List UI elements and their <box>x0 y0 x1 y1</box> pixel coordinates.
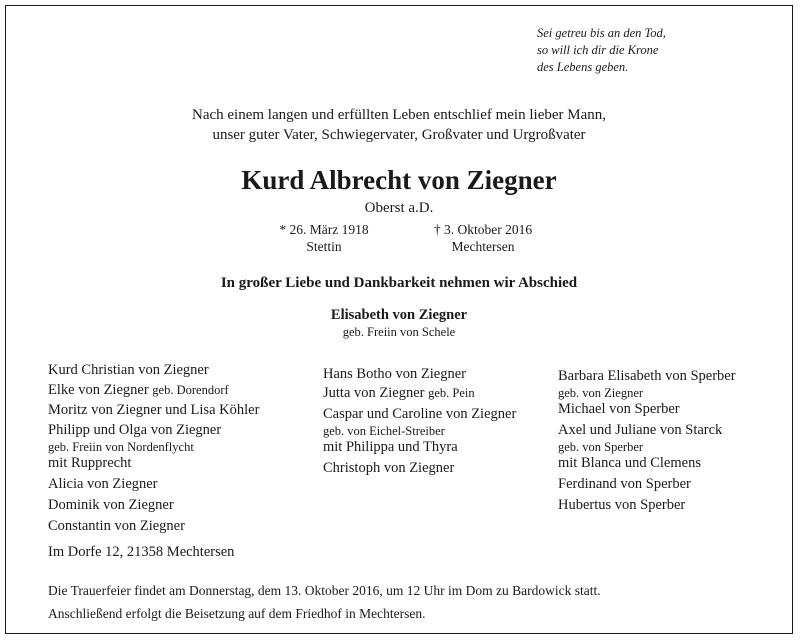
family-line: Christoph von Ziegner <box>323 460 455 476</box>
family-line: Constantin von Ziegner <box>48 518 185 534</box>
birth-place: Stettin <box>306 239 342 254</box>
birth-info <box>264 221 384 255</box>
widow-name: Elisabeth von Ziegner <box>330 307 468 323</box>
bible-verse <box>537 25 666 76</box>
verse-line: des Lebens geben. <box>537 60 629 74</box>
intro-text <box>6 105 792 145</box>
verse-line: so will ich dir die Krone <box>537 43 659 57</box>
family-line: Alicia von Ziegner <box>48 476 158 492</box>
family-line: Michael von Sperber <box>558 401 680 417</box>
verse-line: Sei getreu bis an den Tod, <box>537 26 666 40</box>
family-line: Hans Botho von Ziegner <box>323 366 466 382</box>
family-line: Jutta von Ziegner geb. Pein <box>323 385 475 401</box>
widow-maiden-name: geb. Freiin von Schele <box>342 325 456 339</box>
farewell-text: In großer Liebe und Dankbarkeit nehmen wir Abschied <box>220 275 578 291</box>
family-line: mit Blanca und Clemens <box>558 455 701 471</box>
family-line: geb. von Eichel-Streiber <box>323 424 445 438</box>
family-line: Barbara Elisabeth von Sperber <box>558 368 736 384</box>
family-line: Kurd Christian von Ziegner <box>48 362 209 378</box>
burial-notice: Anschließend erfolgt die Beisetzung auf dem Friedhof in Mechtersen. <box>48 606 426 621</box>
mourning-address: Im Dorfe 12, 21358 Mechtersen <box>48 544 235 560</box>
family-line: Hubertus von Sperber <box>558 497 686 513</box>
funeral-service-notice: Die Trauerfeier findet am Donnerstag, dem 13. Oktober 2016, um 12 Uhr im Dom zu Bardowick statt. <box>48 583 601 598</box>
family-line: geb. von Sperber <box>558 440 644 454</box>
death-date: † 3. Oktober 2016 <box>433 222 533 237</box>
family-line: Philipp und Olga von Ziegner <box>48 422 222 438</box>
family-line: Ferdinand von Sperber <box>558 476 691 492</box>
family-line: Dominik von Ziegner <box>48 497 174 513</box>
deceased-name: Kurd Albrecht von Ziegner <box>241 165 557 195</box>
family-line: Elke von Ziegner geb. Dorendorf <box>48 382 229 398</box>
death-place: Mechtersen <box>451 239 515 254</box>
deceased-rank: Oberst a.D. <box>364 200 434 216</box>
intro-line: Nach einem langen und erfüllten Leben entschlief mein lieber Mann, <box>191 107 606 123</box>
family-line: geb. Freiin von Nordenflycht <box>48 440 194 454</box>
family-line: mit Philippa und Thyra <box>323 439 458 455</box>
birth-date: * 26. März 1918 <box>279 222 369 237</box>
family-line: geb. von Ziegner <box>558 386 644 400</box>
family-line: Moritz von Ziegner und Lisa Köhler <box>48 402 260 418</box>
family-line: mit Rupprecht <box>48 455 132 471</box>
death-info <box>418 221 548 255</box>
family-line: Axel und Juliane von Starck <box>558 422 723 438</box>
family-line: Caspar und Caroline von Ziegner <box>323 406 517 422</box>
obituary-notice <box>5 5 793 634</box>
intro-line: unser guter Vater, Schwiegervater, Großvater und Urgroßvater <box>212 127 586 143</box>
